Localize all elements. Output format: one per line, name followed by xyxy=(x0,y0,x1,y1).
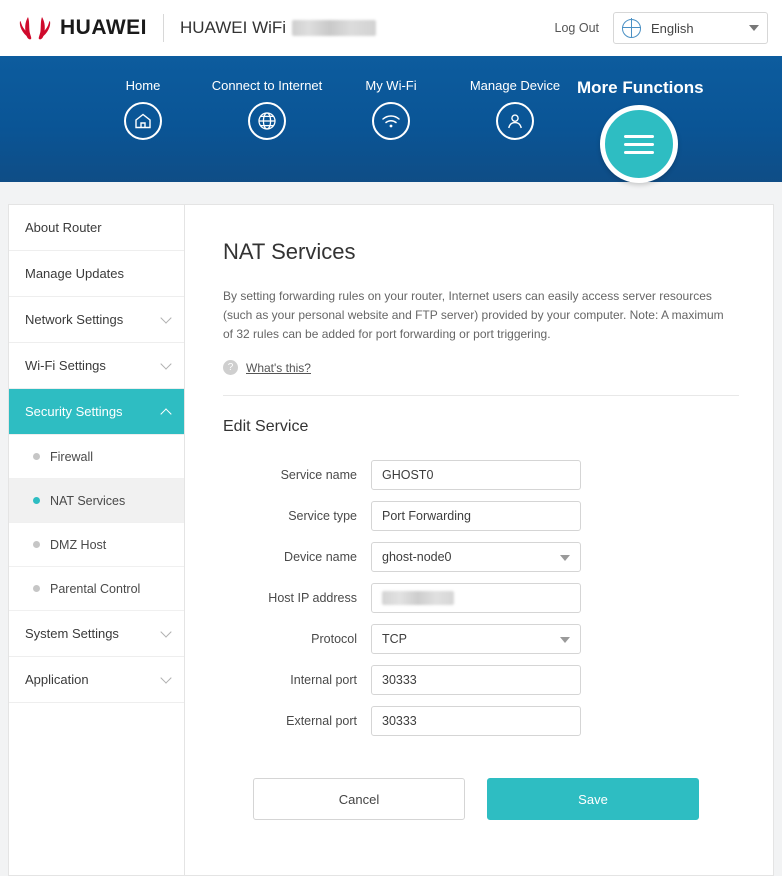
form-row-external-port xyxy=(223,706,739,736)
service-type-input[interactable] xyxy=(371,501,581,531)
user-icon xyxy=(496,102,534,140)
nav-item-label: My Wi-Fi xyxy=(365,78,417,93)
chevron-down-icon xyxy=(160,626,171,637)
cancel-button[interactable]: Cancel xyxy=(253,778,465,820)
page-title: NAT Services xyxy=(223,239,356,264)
bullet-icon xyxy=(33,453,40,460)
form-row-internal-port xyxy=(223,665,739,695)
section-title: Edit Service xyxy=(223,418,309,435)
sidebar-item-parental-control[interactable] xyxy=(9,567,184,611)
product-title-redacted xyxy=(292,20,376,36)
field-label: Device name xyxy=(284,550,357,564)
save-button[interactable]: Save xyxy=(487,778,699,820)
sidebar-item-label: Network Settings xyxy=(25,312,124,327)
chevron-down-icon xyxy=(560,637,570,643)
brand-logo xyxy=(18,15,147,41)
globe-icon xyxy=(622,19,641,38)
header-actions xyxy=(555,12,768,44)
sidebar-item-label: Manage Updates xyxy=(25,266,125,281)
external-port-input[interactable] xyxy=(371,706,581,736)
internal-port-input[interactable] xyxy=(371,665,581,695)
protocol-select[interactable] xyxy=(371,624,581,654)
chevron-up-icon xyxy=(160,408,171,419)
header-divider xyxy=(163,14,164,42)
huawei-flower-icon xyxy=(18,15,52,41)
language-selector[interactable] xyxy=(613,12,768,44)
chevron-down-icon xyxy=(160,672,171,683)
sidebar-item-application[interactable] xyxy=(9,657,184,703)
product-title xyxy=(180,18,376,38)
nav-item-connect-to-internet[interactable] xyxy=(205,78,329,140)
language-value: English xyxy=(651,20,694,36)
field-value: ghost-node0 xyxy=(382,550,452,564)
form-row-protocol xyxy=(223,624,739,654)
hamburger-icon[interactable] xyxy=(600,105,678,183)
nav-item-more-functions[interactable] xyxy=(577,78,704,185)
bullet-icon xyxy=(33,541,40,548)
sidebar-item-system-settings[interactable] xyxy=(9,611,184,657)
sidebar-item-label: Parental Control xyxy=(50,581,141,596)
nav-item-my-wifi[interactable] xyxy=(329,78,453,140)
sidebar-item-manage-updates[interactable] xyxy=(9,251,184,297)
hamburger-lines xyxy=(624,130,654,159)
product-title-text: HUAWEI WiFi xyxy=(180,18,287,37)
nav-item-label: Manage Device xyxy=(469,78,561,93)
sidebar-item-network-settings[interactable] xyxy=(9,297,184,343)
sidebar-item-security-settings[interactable] xyxy=(9,389,184,435)
field-label: External port xyxy=(286,714,357,728)
sidebar-item-label: Application xyxy=(25,672,89,687)
page-description: By setting forwarding rules on your router, Internet users can easily access server resources (such as your personal website and FTP server) provided by your computer. Note: A maximum of 32 rules can be added for port forwarding or port triggering. xyxy=(223,289,724,341)
sidebar-item-label: Firewall xyxy=(50,449,94,464)
nav-item-home[interactable] xyxy=(81,78,205,140)
sidebar-item-nat-services[interactable] xyxy=(9,479,184,523)
form-row-service-type xyxy=(223,501,739,531)
form-row-service-name xyxy=(223,460,739,490)
nav-items xyxy=(81,56,704,182)
host-ip-address-input[interactable] xyxy=(371,583,581,613)
question-mark-icon: ? xyxy=(223,360,238,375)
whats-this-link[interactable] xyxy=(223,360,739,375)
main-navigation xyxy=(0,56,782,182)
chevron-down-icon xyxy=(749,25,759,31)
content-panel xyxy=(184,204,774,876)
field-label: Service name xyxy=(280,468,357,482)
globe-icon xyxy=(248,102,286,140)
field-label: Protocol xyxy=(311,632,357,646)
sidebar-item-label: Security Settings xyxy=(25,404,123,419)
top-bar xyxy=(0,0,782,56)
sidebar-item-label: About Router xyxy=(25,220,102,235)
field-value: 30333 xyxy=(382,673,417,687)
wifi-icon xyxy=(372,102,410,140)
sidebar-item-firewall[interactable] xyxy=(9,435,184,479)
logout-button[interactable]: Log Out xyxy=(554,21,599,35)
nav-item-manage-device[interactable] xyxy=(453,78,577,140)
sidebar-item-label: Wi-Fi Settings xyxy=(25,358,106,373)
brand-name: HUAWEI xyxy=(60,16,147,39)
bullet-icon xyxy=(33,585,40,592)
home-icon xyxy=(124,102,162,140)
chevron-down-icon xyxy=(160,358,171,369)
field-label: Service type xyxy=(288,509,357,523)
device-name-select[interactable] xyxy=(371,542,581,572)
whats-this-label: What's this? xyxy=(246,360,311,375)
page-body xyxy=(0,182,782,876)
field-value: TCP xyxy=(382,632,407,646)
chevron-down-icon xyxy=(160,312,171,323)
form-actions xyxy=(223,778,739,820)
nav-item-label: Connect to Internet xyxy=(211,78,323,93)
bullet-icon xyxy=(33,497,40,504)
form-row-host-ip-address xyxy=(223,583,739,613)
field-value-redacted xyxy=(382,591,454,605)
field-value: GHOST0 xyxy=(382,468,434,482)
sidebar-item-label: DMZ Host xyxy=(50,537,107,552)
nav-item-label: More Functions xyxy=(577,78,704,97)
form-row-device-name xyxy=(223,542,739,572)
service-name-input[interactable] xyxy=(371,460,581,490)
sidebar-item-dmz-host[interactable] xyxy=(9,523,184,567)
field-label: Host IP address xyxy=(268,591,357,605)
chevron-down-icon xyxy=(560,555,570,561)
field-label: Internal port xyxy=(290,673,357,687)
sidebar xyxy=(8,204,184,876)
nav-item-label: Home xyxy=(125,78,161,93)
sidebar-item-about-router[interactable] xyxy=(9,205,184,251)
sidebar-item-wifi-settings[interactable] xyxy=(9,343,184,389)
field-value: Port Forwarding xyxy=(382,509,471,523)
field-value: 30333 xyxy=(382,714,417,728)
sidebar-item-label: NAT Services xyxy=(50,493,126,508)
section-divider xyxy=(223,395,739,396)
sidebar-item-label: System Settings xyxy=(25,626,119,641)
